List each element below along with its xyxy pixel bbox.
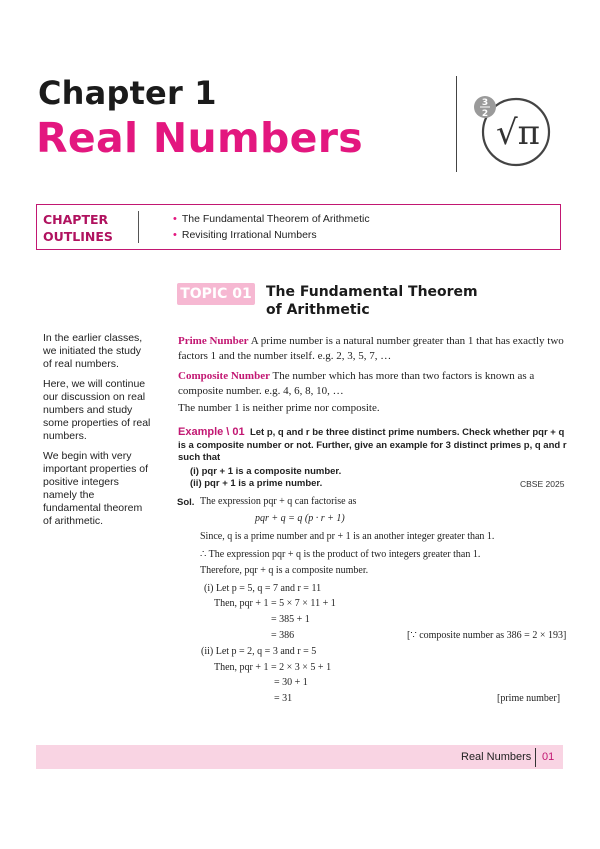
footer-chapter-title: Real Numbers xyxy=(461,751,532,763)
example-label: Example \ 01 xyxy=(178,426,245,438)
solution-line: Since, q is a prime number and pr + 1 is an another integer greater than 1. xyxy=(200,531,495,542)
side-note-paragraph: Here, we will continue our discussion on real numbers and study some properties of real numbers. xyxy=(43,378,151,442)
bullet-icon: • xyxy=(173,229,177,241)
logo-symbol: √π xyxy=(495,113,541,153)
solution-line: The expression pqr + q can factorise as xyxy=(200,496,357,507)
footer-divider xyxy=(535,748,536,767)
side-note xyxy=(43,332,151,535)
outline-item-label: Revisiting Irrational Numbers xyxy=(181,229,317,241)
prime-number-definition xyxy=(178,334,566,363)
solution-note: [prime number] xyxy=(497,693,561,704)
solution-line: Then, pqr + 1 = 5 × 7 × 11 + 1 xyxy=(214,598,336,609)
solution-line: (ii) Let p = 2, q = 3 and r = 5 xyxy=(201,646,317,657)
outline-item xyxy=(173,211,370,227)
side-note-paragraph: We begin with very important properties of positive integers namely the fundamental theorem of arithmetic. xyxy=(43,450,149,527)
outline-item-label: The Fundamental Theorem of Arithmetic xyxy=(181,213,370,225)
topic-title-line1: The Fundamental Theorem xyxy=(266,284,478,300)
composite-number-term: Composite Number xyxy=(178,370,270,382)
neither-statement: The number 1 is neither prime nor composite. xyxy=(178,402,380,414)
solution-line: ∴ The expression pqr + q is the product of two integers greater than 1. xyxy=(200,549,481,560)
logo-fraction-den: 2 xyxy=(481,109,489,119)
solution-label: Sol. xyxy=(177,497,195,508)
solution-line: Then, pqr + 1 = 2 × 3 × 5 + 1 xyxy=(214,662,332,673)
topic-title xyxy=(266,283,506,319)
page-number: 01 xyxy=(542,751,555,763)
solution-line: pqr + q = q (p · r + 1) xyxy=(255,513,345,524)
example-question-text: Let p, q and r be three distinct prime numbers. Check whether pqr + q is a composite number or not. Further, give an example for 3 distinct primes p, q and r such that xyxy=(178,427,567,463)
example-part-i: (i) pqr + 1 is a composite number. xyxy=(190,466,342,477)
chapter-label: Chapter 1 xyxy=(38,74,217,112)
solution-line: = 31 xyxy=(274,693,293,704)
example-part-ii: (ii) pqr + 1 is a prime number. xyxy=(190,478,323,489)
outline-item xyxy=(173,227,370,243)
sqrt-pi-logo-icon xyxy=(474,92,558,168)
header-divider xyxy=(456,76,457,172)
composite-number-definition xyxy=(178,369,566,398)
solution-line: = 385 + 1 xyxy=(271,614,310,625)
example-question xyxy=(178,426,568,465)
composite-number-text: The number which has more than two factors is known as a composite number. e.g. 4, 6, 8, 10, … xyxy=(178,370,535,397)
side-note-paragraph: In the earlier classes, we initiated the study of real numbers. xyxy=(43,332,143,370)
topic-title-line2: of Arithmetic xyxy=(266,302,370,318)
outlines-heading-line1: CHAPTER xyxy=(43,212,109,227)
outlines-divider xyxy=(138,211,139,243)
topic-badge: TOPIC 01 xyxy=(177,283,255,305)
solution-line: = 386 xyxy=(271,630,295,641)
exam-source-badge: CBSE 2025 xyxy=(520,479,565,489)
outlines-heading xyxy=(43,211,143,245)
chapter-title: Real Numbers xyxy=(36,114,363,162)
logo-fraction-num: 3 xyxy=(481,98,489,108)
prime-number-text: A prime number is a natural number greater than 1 that has exactly two factors 1 and the number itself. e.g. 2, 3, 5, 7, … xyxy=(178,335,564,362)
outlines-heading-line2: OUTLINES xyxy=(43,229,113,244)
solution-line: = 30 + 1 xyxy=(274,677,308,688)
bullet-icon: • xyxy=(173,213,177,225)
chapter-outlines-box xyxy=(36,204,561,250)
solution-line: Therefore, pqr + q is a composite number. xyxy=(200,565,369,576)
prime-number-term: Prime Number xyxy=(178,335,249,347)
solution-note: [∵ composite number as 386 = 2 × 193] xyxy=(407,630,567,641)
solution-line: (i) Let p = 5, q = 7 and r = 11 xyxy=(204,583,322,594)
outlines-list xyxy=(173,211,370,243)
